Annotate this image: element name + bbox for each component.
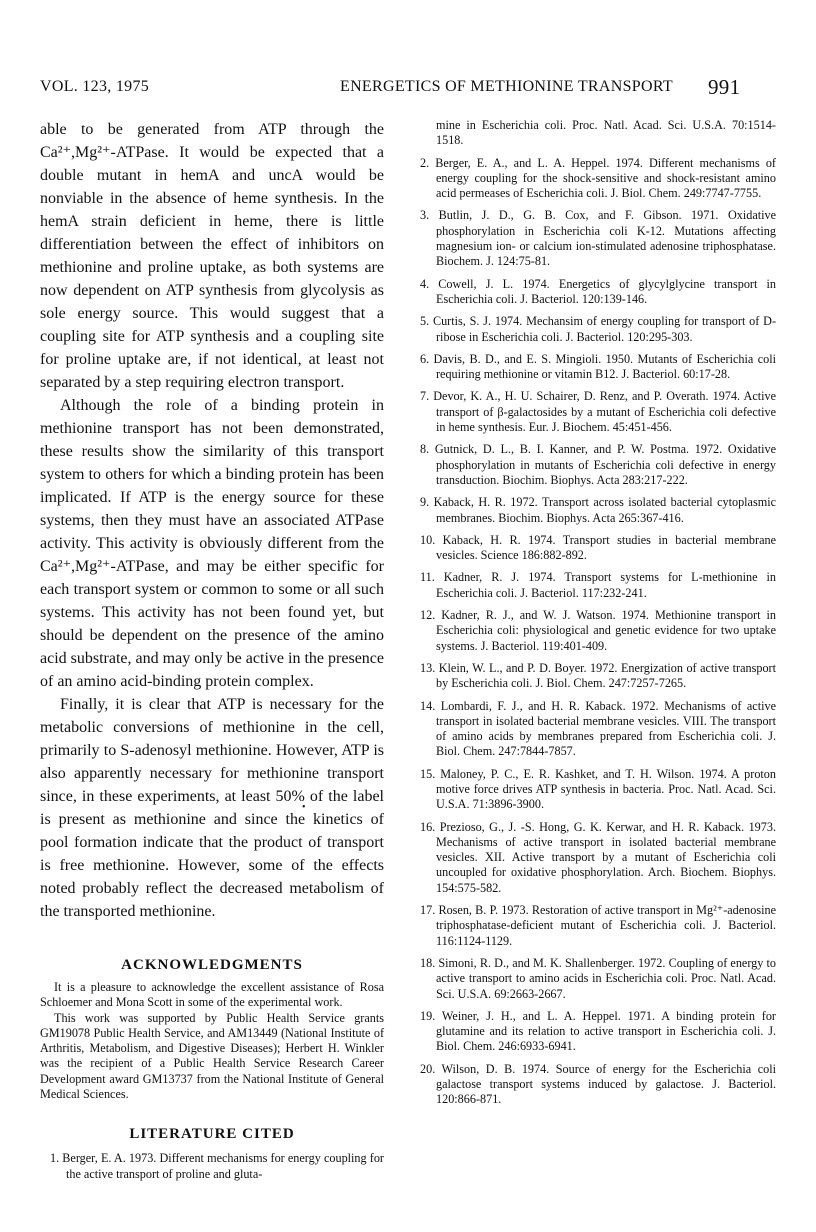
page-number: 991 [708,75,741,99]
right-column [410,118,776,1115]
running-head-title: ENERGETICS OF METHIONINE TRANSPORT [340,78,673,95]
reference-8: 8. Gutnick, D. L., B. I. Kanner, and P. W. Postma. 1972. Oxidative phosphorylation in mutants of Escherichia coli defective in energy transduction. Biochim. Biophys. Acta 283:217-222. [420,442,776,487]
body-paragraph-3: Finally, it is clear that ATP is necessary for the metabolic conversions of methionine in the cell, primarily to S-adenosyl methionine. However, ATP is also apparently necessary for methionine transport since, in these experiments, at least 50% of the label is present as methionine and since the kinetics of pool formation indicate that the product of transport is free methionine. However, some of the effects noted probably reflect the decreased metabolism of the transported methionine. [40,696,384,920]
running-head-volume: VOL. 123, 1975 [40,78,150,95]
reference-9: 9. Kaback, H. R. 1972. Transport across isolated bacterial cytoplasmic membranes. Biochim. Biophys. Acta 265:367-416. [420,495,776,525]
acknowledgment-paragraph-1: It is a pleasure to acknowledge the excellent assistance of Rosa Schloemer and Mona Scott in some of the experimental work. [40,980,384,1010]
reference-4: 4. Cowell, J. L. 1974. Energetics of glycylglycine transport in Escherichia coli. J. Bacteriol. 120:139-146. [420,276,776,306]
reference-14: 14. Lombardi, F. J., and H. R. Kaback. 1972. Mechanisms of active transport in isolated bacterial membrane vesicles. VIII. The transport of amino acids by membranes prepared from Escherichia coli. J. Biol. Chem. 247:7844-7857. [420,698,776,759]
reference-13: 13. Klein, W. L., and P. D. Boyer. 1972. Energization of active transport by Escherichia coli. J. Biol. Chem. 247:7257-7265. [420,660,776,691]
reference-5: 5. Curtis, S. J. 1974. Mechansim of energy coupling for transport of D-ribose in Escherichia coli. J. Bacteriol. 120:295-303. [420,314,776,344]
reference-7: 7. Devor, K. A., H. U. Schairer, D. Renz, and P. Overath. 1974. Active transport of β-galactosides by a mutant of Escherichia coli defective in heme synthesis. Eur. J. Biochem. 45:451-456. [420,389,776,435]
reference-17: 17. Rosen, B. P. 1973. Restoration of active transport in Mg²⁺-adenosine triphosphatase-deficient mutant of Escherichia coli. J. Bacteriol. 116:1124-1129. [420,903,776,948]
reference-6: 6. Davis, B. D., and E. S. Mingioli. 1950. Mutants of Escherichia coli requiring methionine or vitamin B12. J. Bacteriol. 60:17-28. [420,351,776,382]
reference-3: 3. Butlin, J. D., G. B. Cox, and F. Gibson. 1971. Oxidative phosphorylation in Escherichia coli K-12. Mutations affecting magnesium ion- or calcium ion-stimulated adenosine triphosphatase. Biochem. J. 124:75-81. [420,208,776,269]
reference-15: 15. Maloney, P. C., E. R. Kashket, and T. H. Wilson. 1974. A proton motive force drives ATP synthesis in bacteria. Proc. Natl. Acad. Sci. U.S.A. 71:3896-3900. [420,766,776,812]
reference-2: 2. Berger, E. A., and L. A. Heppel. 1974. Different mechanisms of energy coupling for the shock-sensitive and shock-resistant amino acid permeases of Escherichia coli. J. Biol. Chem. 249:7747-7755. [420,155,776,201]
body-paragraph-1: able to be generated from ATP through the Ca²⁺,Mg²⁺-ATPase. It would be expected that a double mutant in hemA and uncA would be nonviable in the absence of heme synthesis. In the hemA strain deficient in heme, there is little differentiation between the effect of inhibitors on methionine and proline uptake, as both systems are now dependent on ATP synthesis from glycolysis as sole energy source. This would suggest that a coupling site for ATP synthesis and a coupling site for proline uptake are, if not identical, at least not separated by a step requiring electron transport. [40,121,384,391]
reference-10: 10. Kaback, H. R. 1974. Transport studies in bacterial membrane vesicles. Science 186:882-892. [420,532,776,563]
reference-16: 16. Prezioso, G., J. -S. Hong, G. K. Kerwar, and H. R. Kaback. 1973. Mechanisms of active transport in isolated bacterial membrane vesicles. XII. Active transport by a mutant of Escherichia coli uncoupled for oxidative phosphorylation. Arch. Biochem. Biophys. 154:575-582. [420,819,776,895]
stray-mark: • [302,802,306,813]
reference-12: 12. Kadner, R. J., and W. J. Watson. 1974. Methionine transport in Escherichia coli: physiological and genetic evidence for two uptake systems. J. Bacteriol. 119:401-409. [420,608,776,653]
acknowledgments-heading: ACKNOWLEDGMENTS [121,957,303,973]
reference-19: 19. Weiner, J. H., and L. A. Heppel. 1971. A binding protein for glutamine and its relation to active transport in Escherichia coli. J. Biol. Chem. 246:6933-6941. [420,1008,776,1054]
acknowledgment-paragraph-2: This work was supported by Public Health Service grants GM19078 Public Health Service, and AM13449 (National Institute of Arthritis, Metabolism, and Digestive Diseases); Herbert H. Winkler was the recipient of a Public Health Service Research Career Development award GM13737 from the National Institute of General Medical Sciences. [40,1010,384,1102]
reference-1-start: 1. Berger, E. A. 1973. Different mechanisms for energy coupling for the active transport of proline and gluta- [50,1151,384,1181]
body-paragraph-2: Although the role of a binding protein in methionine transport has not been demonstrated, these results show the similarity of this transport system to others for which a binding protein has been implicated. If ATP is the energy source for these systems, then they must have an associated ATPase activity. This activity is obviously different from the Ca²⁺,Mg²⁺-ATPase, and may be either specific for each transport system or common to some or all such systems. This activity has not been found yet, but should be dependent on the presence of the amino acid substrate, and may only be active in the presence of an amino acid-binding protein complex. [40,397,384,690]
reference-18: 18. Simoni, R. D., and M. K. Shallenberger. 1972. Coupling of energy to active transport to amino acids in Escherichia coli. Proc. Natl. Acad. Sci. U.S.A. 69:2663-2667. [420,955,776,1001]
literature-cited-heading: LITERATURE CITED [129,1126,295,1143]
left-column [40,118,384,1182]
reference-20: 20. Wilson, D. B. 1974. Source of energy for the Escherichia coli galactose transport systems induced by galactose. J. Bacteriol. 120:866-871. [420,1061,776,1107]
reference-1-continued: mine in Escherichia coli. Proc. Natl. Acad. Sci. U.S.A. 70:1514-1518. [436,118,776,148]
reference-11: 11. Kadner, R. J. 1974. Transport systems for L-methionine in Escherichia coli. J. Bacteriol. 117:232-241. [420,570,776,600]
